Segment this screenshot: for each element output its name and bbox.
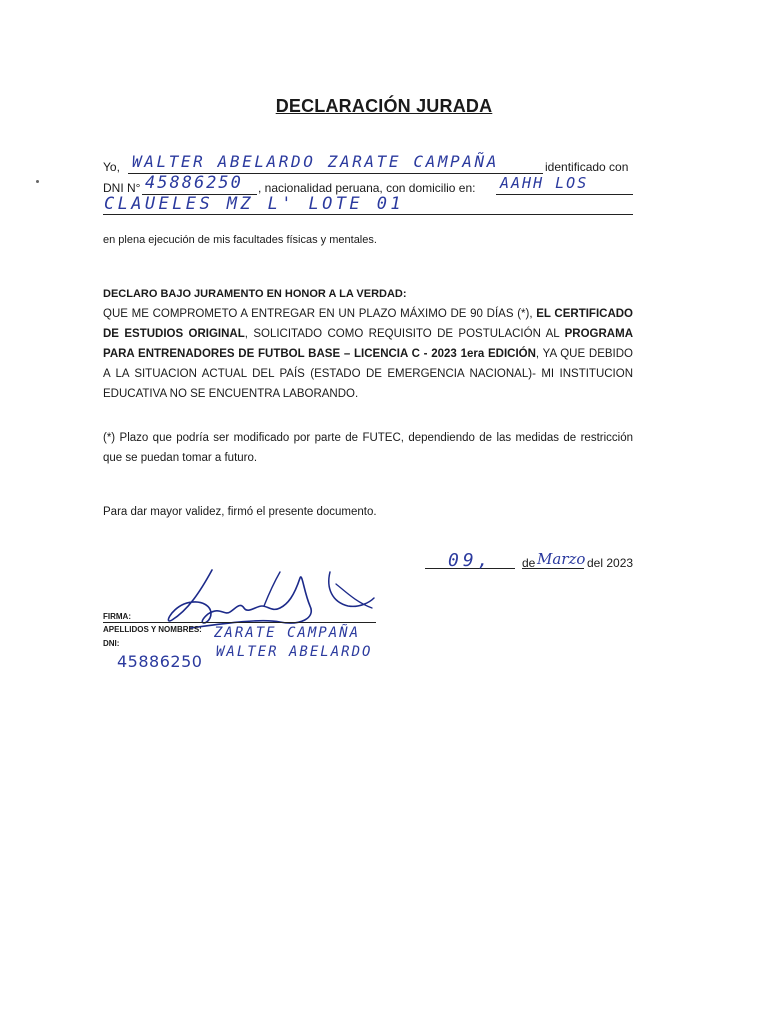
dni-label: DNI N° [103, 181, 141, 195]
dni-sig-label: DNI: [103, 639, 120, 648]
date-month-underline [522, 568, 584, 569]
document-title: DECLARACIÓN JURADA [275, 96, 493, 116]
name-handwritten: WALTER ABELARDO ZARATE CAMPAÑA [132, 152, 499, 171]
date-de-label: de [522, 556, 536, 570]
declaration-paragraph [103, 304, 633, 404]
dni-sig-handwritten: 45886250 [117, 652, 203, 671]
date-year-text: del 2023 [587, 556, 634, 570]
validez-text: Para dar mayor validez, firmó el presente documento. [103, 506, 377, 518]
p1-part-a: QUE ME COMPROMETO A ENTREGAR EN UN PLAZO MÁXIMO DE 90 DÍAS (*), [103, 308, 537, 320]
declaration-heading: DECLARO BAJO JURAMENTO EN HONOR A LA VERDAD: [103, 288, 407, 300]
firma-underline [103, 622, 376, 623]
nombres-handwritten: WALTER ABELARDO [216, 644, 373, 660]
p1-part-e: , YA QUE DEBIDO A LA SITUACION ACTUAL DEL PAÍS (ESTADO DE EMERGENCIA NACIONAL)- MI INSTITUCION EDUCATIVA NO SE ENCUENTRA LABORANDO. [103, 348, 633, 400]
p1-programa: PROGRAMA PARA ENTRENADORES DE FUTBOL BASE – LICENCIA C - 2023 1era EDICIÓN [103, 328, 634, 360]
note-paragraph: (*) Plazo que podría ser modificado por parte de FUTEC, dependiendo de las medidas de restricción que se puedan tomar a futuro. [103, 432, 633, 464]
date-day-handwritten: 09, [448, 550, 493, 571]
scan-speck [36, 180, 39, 183]
yo-label: Yo, [103, 160, 120, 174]
firma-label: FIRMA: [103, 612, 131, 621]
p1-certificado: EL CERTIFICADO DE ESTUDIOS ORIGINAL [103, 308, 634, 340]
p1-part-c: , SOLICITADO COMO REQUISITO DE POSTULACIÓN AL [244, 328, 565, 340]
domicilio-underline-2 [103, 214, 633, 215]
dni-handwritten: 45886250 [145, 173, 243, 193]
domicilio-handwritten-2: CLAUELES MZ L' LOTE 01 [104, 194, 404, 214]
domicilio-underline-1 [496, 194, 633, 195]
apellidos-label: APELLIDOS Y NOMBRES: [103, 625, 202, 634]
date-month-handwritten: Marzo [537, 550, 586, 568]
nacionalidad-text: , nacionalidad peruana, con domicilio en: [258, 181, 476, 195]
facultades-text: en plena ejecución de mis facultades físicas y mentales. [103, 234, 377, 246]
domicilio-handwritten-1: AAHH LOS [500, 174, 589, 192]
apellidos-handwritten: ZARATE CAMPAÑA [214, 625, 361, 641]
identificado-label: identificado con [545, 160, 629, 174]
